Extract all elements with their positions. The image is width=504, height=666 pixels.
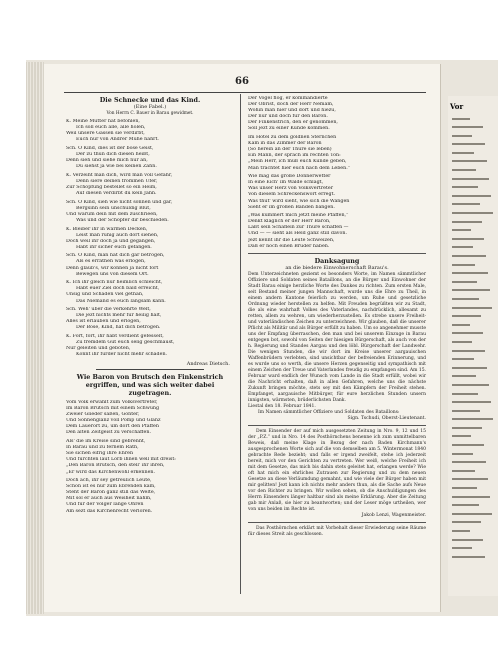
stanza — [66, 439, 234, 476]
text-fragment — [448, 545, 498, 554]
verse-line: Daß er noch einen Bruder haben. — [248, 243, 330, 249]
stanza — [66, 119, 234, 143]
text-fragment — [448, 510, 498, 519]
verse-line: Soll jezt zu einer Kunde kommen. — [248, 126, 330, 132]
notice1-body: Dem Unterzeichneten geziemt es besonders Worte, im Namen sämmtlicher Offiziere und Soldaten seines Bataillons, an die Bürger und Einwohner der Stadt Barau einige herzliche Worte des Dankes zu richten. Zum ersten Male, seit Bestand meiner jungen Mannschaft, wurde uns die Ehre zu Theil, in einem andern Kantone feierlich zu werden, um Ruhe und gesetzliche Ordnung wieder herstellen zu helfen. Mit Freuden begrüßten wir zu Stadt, die als eine wahrhaft Volkes des Vaterlandes, nachdrücklich, allesamt zu retten, allem zu wehren, um wiederherzustellen. Es strebe unsere Freiheit- und vaterländischen Zeichen zu unterzeichnen. Wir glauben, daß die unserer Pflicht als Militär und als Bürger erfüllt zu haben. Um so angenehmer musste uns der Empfang überraschen, den man und bei unserem Einzuge in Barau entgegen bot, sowohl von Seiten der hiesigen Bürgerschaft, als auch von der h. Regierung und Standes Aargau und den löbl. Bürgerschaft der Landwehr. Die wenigen Stunden, die wir dort im Kreise unserer aargauischen Waffenbrüdern verlebten, sind unsichtbar der befreienden Erinnerung, und es wurde uns so werth, die unsere Herzen gegenseitig und sympathisch mit einem Zeichen der Treue und Vaterlandes freudig zu empfangen sind. Am 15. Februar ward endlich der Wunsch vom Lande in die Stadt erfüllt, wobei wir die Nachricht erhalten, daß in allen Gefahren, welche uns die nächste Zukunft bringen möchte, stets sey mit den Kämpfern der Freiheit stehen. Empfanget, aargauische Mitbürger, für eure herzlichen Stunden unsern innigsten, wärmsten, brüderlichsten Dank. — [248, 271, 426, 403]
verse-line: Der zu thun dich diesen heißt, — [76, 151, 150, 157]
verse-line: Sieht er im großen Bänden bangen. — [248, 204, 335, 210]
verse-line: Der Böse, Kind, hat dich betrogen. — [76, 325, 161, 331]
separator — [248, 425, 426, 426]
verse-line: Jezt kennt ihr die Leute Schweizen, — [248, 237, 335, 243]
poem2-title: Wie Baron von Brutsch den Finkenstrich ergriffen, und was sich weiter dabei zugetragen. — [76, 372, 224, 397]
verse-line: Dem Lauerort zu, um dort den Pfaffen — [66, 424, 159, 430]
verse-line: Wohin man hier und dort und hiezu, — [248, 108, 336, 114]
text-fragment — [448, 244, 498, 253]
verse-line: Am sezt das Kirchenrecht verloren. — [66, 508, 153, 514]
poem1-subtitle: (Eine Fabel.) — [133, 104, 167, 110]
next-page-heading: Vor — [450, 102, 464, 111]
text-fragment — [448, 192, 498, 201]
verse-line: K. Fort, fort, ihr habt verdient gefesselt, — [66, 334, 164, 339]
poem1-signature: Andreas Dietsch. — [186, 360, 230, 367]
verse-line: In Barau und zu fernem Rath, — [66, 445, 139, 451]
stanza — [66, 227, 234, 251]
text-fragment — [448, 175, 498, 184]
verse-line: Weil unsere Gassen sie verdirbt, — [66, 131, 145, 137]
verse-line: Im Hotel zu dem goldnen Sternchen — [248, 135, 337, 141]
poem1-title: Die Schnecke und das Kind. — [99, 96, 201, 104]
verse-line: Die jezt nichts mehr für heilig hält, — [76, 313, 162, 319]
verse-line: „Er wird das Kirchenwohl erkennen. — [66, 469, 156, 475]
text-fragment — [448, 399, 498, 408]
text-fragment — [448, 476, 498, 485]
verse-line: Von diesem Schreckenswort erregt. — [248, 192, 336, 198]
text-fragment — [448, 270, 498, 279]
verse-line: Ich soll euch alle, alle holen, — [76, 125, 146, 131]
stanza — [248, 96, 426, 133]
verse-line: Zu fremdem Gut euch selig geschmaust, — [76, 340, 175, 346]
stanza — [248, 174, 426, 211]
text-fragment — [448, 201, 498, 210]
poem1-attribution: Von Herrn C. Bauer in Barau gewidmet. — [106, 111, 194, 116]
verse-line: Und Sonnenglanz voll Pomp und Glanz — [66, 418, 161, 424]
poem2-body — [66, 400, 234, 515]
verse-line: Läßt sein Schäflein zur Thüre schaffen — — [248, 225, 349, 231]
verse-line: K. Ich ihr gleich nur heimlich schleicht, — [66, 280, 163, 286]
verse-line: Denkt kläglich er der Herr Baron, — [248, 219, 331, 225]
verse-line: Und fürchten laut Lorb ihnen well mit dreist: — [66, 457, 176, 463]
text-fragment — [448, 381, 498, 390]
verse-line: Denn sieh und siehe mich nur an, — [66, 158, 148, 164]
verse-line: Was unser Herz von Volksvertreter — [248, 186, 334, 192]
stanza — [66, 173, 234, 197]
separator — [248, 522, 426, 523]
stanza — [66, 280, 234, 304]
stanza — [66, 200, 234, 224]
text-fragment — [448, 536, 498, 545]
notice1-subtitle: an die biedere Einwohnerschaft Barau's. — [285, 264, 389, 271]
notice3-body: Das Posthörnchen erklärt mit Vorbehalt dieser Erwiederung seine Räume für dieses Streit als geschlossen. — [248, 525, 426, 537]
verse-line: Und warum dein mit dem zuschrieen, — [66, 211, 158, 217]
verse-line: Als' die im Kreise sind gebrennt, — [66, 439, 146, 445]
text-fragment — [448, 158, 498, 167]
text-fragment — [448, 502, 498, 511]
verse-line: „Was kümmert mich jetzt meine Pfaffen,“ — [248, 213, 349, 219]
text-fragment — [448, 227, 498, 236]
verse-line: Bewegen uns von diesem Ort. — [76, 271, 149, 277]
verse-line: Könnt ihr fürder nicht mehr schaden. — [76, 352, 168, 358]
left-column — [66, 96, 234, 517]
verse-line: Nur geleiten und geboten, — [66, 346, 131, 352]
text-fragment — [448, 416, 498, 425]
text-fragment — [448, 373, 498, 382]
stanza — [66, 334, 234, 358]
text-fragment — [448, 493, 498, 502]
text-fragment — [448, 278, 498, 287]
page-number: 66 — [235, 76, 249, 87]
next-page-fragment — [448, 96, 498, 596]
verse-line: Schon ist es nur zum Ebrenden kam, — [66, 484, 156, 490]
verse-line: Denn glaub's, wir können ja nicht fort — [66, 265, 159, 271]
text-fragment — [448, 528, 498, 537]
text-fragment — [448, 313, 498, 322]
stanza — [66, 146, 234, 170]
text-fragment — [448, 553, 498, 562]
notice1-title: Danksagung — [314, 256, 360, 265]
text-fragment — [448, 287, 498, 296]
verse-line: Zweier Glieder säßen, Gönter, — [66, 412, 140, 418]
verse-line: Der Obrist, doch der Herr Nemam, — [248, 102, 334, 108]
verse-line: Der nur und doch für den Baron. — [248, 114, 328, 120]
verse-line: Sch. O Kind, man hat dich gar betrogen, — [66, 253, 165, 259]
text-fragment — [448, 347, 498, 356]
text-fragment — [448, 519, 498, 528]
text-fragment — [448, 338, 498, 347]
verse-line: Der Finkenstrich, den er genommen, — [248, 120, 338, 126]
text-fragment — [448, 115, 498, 124]
verse-line: Habt ihr sicher euch gefangen. — [76, 244, 152, 250]
verse-line: Doch weil ihr doch ja und gegangen, — [66, 238, 156, 244]
text-fragment — [448, 295, 498, 304]
verse-line: Zur Schöpfung bestellet so ein Heim, — [66, 184, 157, 190]
text-fragment — [448, 235, 498, 244]
verse-line: Denn siere deinen frommen Ufer, — [76, 178, 158, 184]
notice1-signoff: Im Namen sämmtlicher Offiziere und Soldaten des Bataillons: — [258, 409, 400, 415]
notice1-place-date: Liestal den 18. Februar 1841. — [248, 403, 316, 409]
column-divider — [240, 94, 241, 594]
verse-line: Sch. O Kind, sieh wie nicht sonnen und gar, — [66, 199, 173, 205]
verse-line: Leist man ruhig auch dort siehen, — [76, 232, 159, 238]
verse-line: „Mein Herr, ich muß euch Kunde geben, — [248, 159, 347, 165]
verse-line: Doch ach, ihr sey getreulich Leute, — [66, 478, 152, 484]
separator — [248, 253, 426, 254]
verse-line: K. Verzeiht man dich, wird man voll Gefahr, — [66, 172, 173, 178]
text-fragment — [448, 132, 498, 141]
notice1-signature: Sign. Tschudi, Oberst-Lieutenant. — [347, 415, 426, 421]
separator — [96, 369, 204, 370]
text-fragment — [448, 364, 498, 373]
text-fragment — [448, 433, 498, 442]
verse-line: Was und der Schöpfer dir beschieden. — [76, 217, 169, 223]
text-fragment — [448, 218, 498, 227]
text-fragment — [448, 356, 498, 365]
text-fragment — [448, 321, 498, 330]
verse-line: Im Baron Brutsch mit einem Schwung — [66, 406, 160, 412]
header-rule — [64, 92, 426, 93]
text-fragment — [448, 442, 498, 451]
text-fragment — [448, 149, 498, 158]
verse-line: In eine Eich' im Walde schlägt, — [248, 180, 324, 186]
verse-line: Auf diesen verdirbt du kein Jahn. — [76, 191, 157, 197]
verse-line: Kam in das Zimmer der Baron — [248, 141, 322, 147]
text-fragment — [448, 124, 498, 133]
text-fragment — [448, 485, 498, 494]
stanza — [66, 253, 234, 277]
verse-line: Ein Mann, der sprach im rechten Ton: — [248, 153, 341, 159]
verse-line: Sch. Weh' über die verkehrte Welt, — [66, 307, 151, 313]
stanza — [248, 135, 426, 172]
text-fragment — [448, 261, 498, 270]
verse-line: Sie sichen eifrig ihre Ehren — [66, 451, 134, 457]
verse-line: Man trachtet hier euch nach dem Leben.“ — [248, 165, 351, 171]
text-fragment — [448, 210, 498, 219]
verse-line: K. Meine Mutter hat befohlen, — [66, 119, 140, 124]
verse-line: K. Bleiber ihr in warmen Decken, — [66, 226, 148, 232]
notice2-signature: Jakob Lenzi, Wagenmeister. — [361, 512, 426, 518]
verse-line: Euch nur von Andrer Mühe nährt. — [76, 137, 159, 143]
text-fragment — [448, 184, 498, 193]
verse-line: (So herein an der Thüre sie leben) — [248, 147, 332, 153]
verse-line: Bergsinn sein unschuldig Blut, — [76, 205, 151, 211]
book-page-edges — [26, 62, 44, 614]
verse-line: Du siehst ja wie bei keinen Zahn. — [76, 164, 157, 170]
verse-line: Sch. O Kind, dies ist der böse Geist, — [66, 145, 154, 151]
stanza — [66, 307, 234, 331]
verse-line: Mit sol er auch aus Weisheit nahm, — [66, 496, 152, 502]
text-fragment — [448, 330, 498, 339]
book-page — [44, 64, 440, 612]
verse-line: „Den Baron Brutsch, den stell' ihr ihren, — [66, 463, 165, 469]
text-fragment — [448, 407, 498, 416]
text-fragment — [448, 467, 498, 476]
verse-line: Alles ist erlauben und erlogen, — [66, 319, 141, 325]
verse-line: Und — — sieht als Held ganz still davon. — [248, 231, 348, 237]
verse-line: Vom Volk erwählt zum Volksvertreter, — [66, 399, 158, 405]
text-fragment — [448, 253, 498, 262]
verse-line: Und für der Völger lange Ohren — [66, 502, 144, 508]
verse-line: Unsig und Schaden viel gethan, — [66, 292, 144, 298]
stanza — [66, 400, 234, 437]
verse-line: Steht der Baron ganz still das Welte, — [66, 490, 156, 496]
poem1-body — [66, 119, 234, 358]
right-column — [248, 96, 426, 538]
poem2-continuation — [248, 96, 426, 250]
verse-line: Der Vogel flog, er kommandierte — [248, 96, 328, 101]
verse-line: Das Niemand es euch langsam kann. — [76, 298, 166, 304]
text-fragment — [448, 450, 498, 459]
text-fragment — [448, 459, 498, 468]
verse-line: Als es errathen was erlogen, — [76, 259, 146, 265]
text-fragment — [448, 424, 498, 433]
text-fragment — [448, 167, 498, 176]
notice2-body: Dem Einsender der auf mich ausgesetzten Zeitung in Nro. 9, 12 und 15 der „P.Z.“ und in Nro. 14 des Posthörnchens benenne ich zum unmittelbaren Beweis, daß meine Klage in Bezug der nach Baden Kirchmann's ausgesprochenen Worte sich auf die von demselben am 5. Wintermonat 1840 gebrachte Rede bezieht; und falls er irgend zweifelt, stehe ich jederzeit bereit, mich vor den Gerichten zu vertreten. Wer weiß, welche Freiheit ich mit dem Gesetze, das mich bis dahin stets geleitet hat, erlangen werde? Wie oft hat mich ein ehrliches Zutrauen zur Regierung und zu dem neuen Gesetze an diese Verläumdung gemahnt, und wie viele der Bürger haben mit mir gelitten! Jezt kann ich nichts mehr anders thun, als die Sache aufs Neue vor den Richter zu bringen. Wir wollen sehen, ob die Anschuldigungen des Herrn Einsenders länger haltbar sind als meine Erklärung. Aber die Zeitung gab mir Anlaß, sie hier zu beantworten; und der Leser möge urtheilen, wer von uns beiden im Rechte ist. — [248, 428, 426, 512]
text-fragment — [448, 390, 498, 399]
verse-line: Den alten Zeitgeist zu verschaffen. — [66, 430, 152, 436]
verse-line: Habt euer Ziel doch bald erreicht, — [76, 286, 160, 292]
text-fragment — [448, 304, 498, 313]
verse-line: Was thut' wird sieht, wie sich die Wangen — [248, 198, 350, 204]
stanza — [66, 478, 234, 515]
stanza — [248, 213, 426, 250]
verse-line: Wie mag das große Donnerwetter — [248, 174, 331, 180]
text-fragment — [448, 141, 498, 150]
